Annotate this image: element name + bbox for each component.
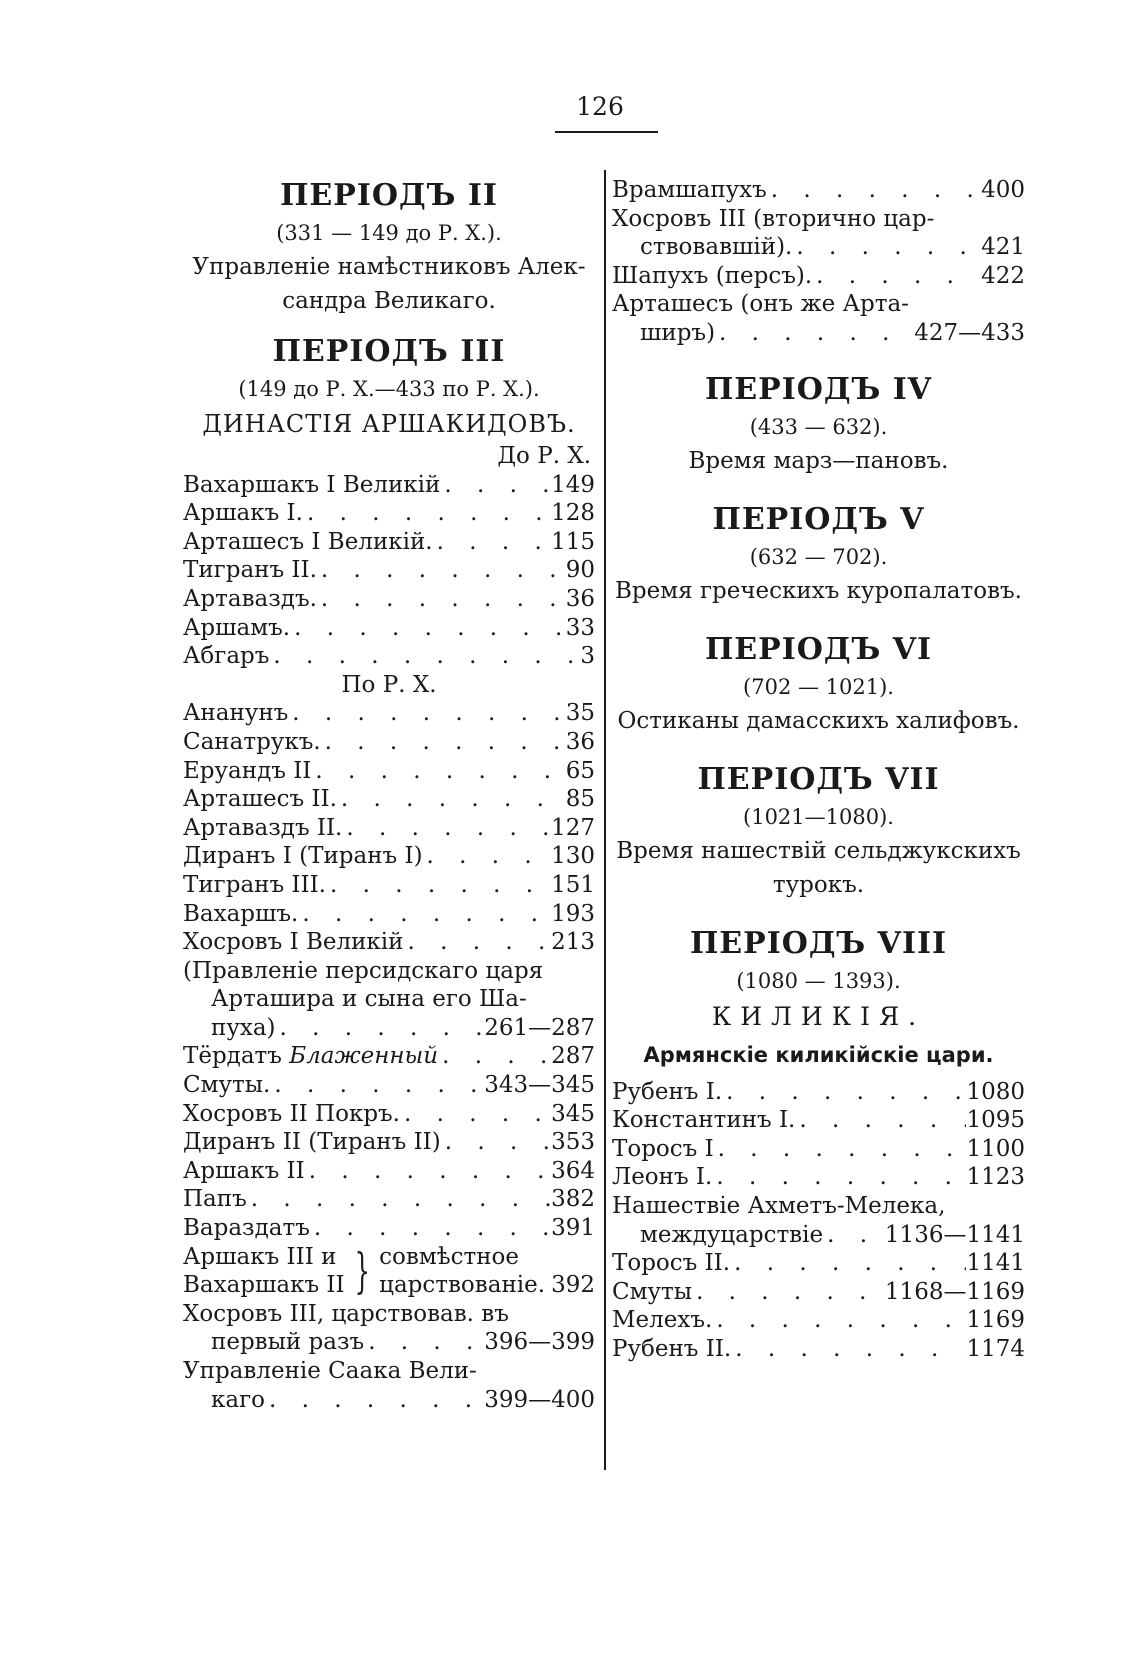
period-5-desc: Время греческихъ куропалатовъ. bbox=[615, 577, 1022, 604]
leader-dots bbox=[423, 842, 552, 871]
ad-rulers-list bbox=[183, 699, 595, 956]
leader-dots bbox=[247, 1185, 551, 1214]
row-value: 1095 bbox=[966, 1107, 1025, 1134]
row-name: первый разъ bbox=[211, 1329, 365, 1356]
leader-dots bbox=[305, 1157, 551, 1186]
list-item bbox=[183, 699, 595, 728]
row-value: 1080 bbox=[966, 1078, 1025, 1105]
row-value: 261—287 bbox=[484, 1014, 595, 1041]
list-item bbox=[183, 1128, 595, 1157]
leader-dots bbox=[265, 1386, 484, 1415]
dynasty-heading: ДИНАСТІЯ АРШАКИДОВЪ. bbox=[202, 410, 576, 438]
row-name: Еруандъ II bbox=[183, 757, 312, 784]
cilicia-heading: КИЛИКІЯ. bbox=[711, 1001, 926, 1031]
list-item bbox=[183, 900, 595, 929]
row-value: 1169 bbox=[966, 1307, 1025, 1334]
artashes-line-2 bbox=[612, 319, 1025, 348]
joint-text-1: совмѣстное bbox=[379, 1243, 519, 1270]
row-value: 130 bbox=[551, 843, 595, 870]
row-value: 345 bbox=[551, 1100, 595, 1127]
leader-dots bbox=[731, 1335, 966, 1364]
pravlenie-line-3 bbox=[183, 1014, 595, 1043]
right-top-list bbox=[612, 176, 1025, 205]
period-4-dates: (433 — 632). bbox=[749, 414, 888, 439]
row-value: 400 bbox=[981, 177, 1025, 203]
pravlenie-line-1: (Правленіе персидскаго царя bbox=[183, 957, 544, 984]
leader-dots bbox=[712, 1306, 966, 1335]
row-name: Константинъ I. bbox=[612, 1107, 796, 1134]
row-value: 85 bbox=[565, 786, 595, 813]
row-value: 391 bbox=[551, 1215, 595, 1242]
list-item bbox=[183, 1214, 595, 1243]
row-name: Артаваздъ. bbox=[183, 585, 317, 612]
leader-dots bbox=[440, 471, 551, 500]
list-item bbox=[183, 928, 595, 957]
list-item bbox=[612, 1278, 1025, 1307]
row-value: 364 bbox=[551, 1157, 595, 1184]
leader-dots bbox=[795, 1106, 966, 1135]
row-name: Диранъ II (Тиранъ II) bbox=[183, 1129, 441, 1156]
row-value: 392 bbox=[551, 1272, 595, 1299]
list-item bbox=[612, 1135, 1025, 1164]
leader-dots bbox=[730, 1249, 966, 1278]
period-5-dates: (632 — 702). bbox=[749, 544, 888, 569]
bc-label: До Р. Х. bbox=[497, 443, 591, 469]
row-value: 422 bbox=[981, 262, 1025, 289]
row-name: Шапухъ (персъ). bbox=[612, 262, 813, 289]
row-name: Тёрдатъ Блаженный bbox=[183, 1043, 439, 1070]
joint-name-2: Вахаршакъ II bbox=[183, 1272, 345, 1299]
list-item bbox=[183, 757, 595, 786]
list-item bbox=[183, 1185, 595, 1214]
row-value: 1174 bbox=[966, 1335, 1025, 1362]
rulers-list-2 bbox=[183, 1071, 595, 1243]
row-name: каго bbox=[211, 1386, 265, 1413]
list-item bbox=[183, 814, 595, 843]
row-value: 35 bbox=[565, 700, 595, 727]
list-item bbox=[183, 728, 595, 757]
row-name: Мелехъ. bbox=[612, 1307, 713, 1334]
cilician-kings-list-a bbox=[612, 1078, 1025, 1192]
row-name: Аршамъ. bbox=[183, 614, 291, 641]
row-value: 396—399 bbox=[484, 1329, 595, 1356]
leader-dots bbox=[298, 900, 551, 929]
period-5-title: ПЕРІОДЪ V bbox=[712, 501, 925, 537]
row-name: Аршакъ I. bbox=[183, 500, 303, 527]
list-item bbox=[183, 1071, 595, 1100]
row-name: ствовавшій). bbox=[640, 234, 793, 261]
column-divider bbox=[604, 170, 606, 1470]
list-item bbox=[183, 642, 595, 671]
row-name: Артаваздъ II. bbox=[183, 814, 343, 841]
row-value: 115 bbox=[551, 528, 595, 555]
row-value: 287 bbox=[551, 1043, 595, 1070]
leader-dots bbox=[311, 757, 565, 786]
period-7-title: ПЕРІОДЪ VII bbox=[697, 761, 940, 797]
leader-dots bbox=[270, 1071, 484, 1100]
list-item bbox=[183, 785, 595, 814]
row-name: Рубенъ II. bbox=[612, 1335, 732, 1362]
list-item bbox=[612, 1078, 1025, 1107]
row-name: Смуты bbox=[612, 1278, 693, 1305]
cilician-kings-list-b bbox=[612, 1249, 1025, 1363]
leader-dots bbox=[288, 699, 565, 728]
leader-dots bbox=[441, 1128, 551, 1157]
period-2-dates: (331 — 149 до Р. Х.). bbox=[276, 221, 502, 245]
list-item bbox=[183, 471, 595, 500]
leader-dots bbox=[317, 556, 566, 585]
leader-dots bbox=[714, 1135, 967, 1164]
leader-dots bbox=[276, 1014, 485, 1043]
row-value: 399—400 bbox=[484, 1386, 595, 1413]
period-2-desc-line-2: сандра Великаго. bbox=[282, 288, 496, 314]
row-value: 427—433 bbox=[914, 319, 1025, 346]
list-item bbox=[612, 1163, 1025, 1192]
page-number: 126 bbox=[576, 92, 624, 121]
leader-dots bbox=[438, 1042, 551, 1071]
list-item bbox=[612, 1249, 1025, 1278]
row-value: 1123 bbox=[966, 1164, 1025, 1191]
row-name: Папъ bbox=[183, 1186, 247, 1213]
row-name: Рубенъ I. bbox=[612, 1078, 723, 1105]
leader-dots bbox=[403, 928, 551, 957]
row-value: 1168—1169 bbox=[884, 1278, 1025, 1305]
leader-dots bbox=[823, 1221, 885, 1250]
row-value: 343—345 bbox=[484, 1072, 595, 1099]
cilician-kings-heading: Армянскіе киликійскіе цари. bbox=[643, 1042, 994, 1067]
leader-dots bbox=[317, 585, 566, 614]
khosrov-3b-line-2 bbox=[612, 233, 1025, 262]
tirdat-row bbox=[183, 1042, 595, 1071]
leader-dots bbox=[337, 785, 566, 814]
row-name: Арташесъ II. bbox=[183, 786, 337, 813]
tirdat-epithet: Блаженный bbox=[289, 1043, 439, 1070]
period-7-desc-line-2: турокъ. bbox=[772, 871, 865, 898]
leader-dots bbox=[767, 176, 981, 205]
leader-dots bbox=[792, 233, 981, 262]
pravlenie-line-2: Арташира и сына его Ша- bbox=[211, 986, 527, 1013]
period-8-dates: (1080 — 1393). bbox=[736, 968, 901, 993]
shapukh-row bbox=[612, 262, 1025, 291]
period-6-desc: Остиканы дамасскихъ халифовъ. bbox=[617, 707, 1020, 734]
invasion-line-2 bbox=[612, 1221, 1025, 1250]
row-value: 3 bbox=[580, 643, 595, 670]
row-value: 353 bbox=[551, 1129, 595, 1156]
row-name: Смуты. bbox=[183, 1072, 271, 1099]
row-value: 213 bbox=[551, 929, 595, 956]
left-column bbox=[183, 176, 595, 1414]
row-name: пуха) bbox=[211, 1014, 276, 1041]
row-value: 382 bbox=[551, 1186, 595, 1213]
row-value: 36 bbox=[565, 585, 595, 612]
row-name: Вахаршакъ I Великій bbox=[183, 471, 441, 498]
row-value: 1141 bbox=[966, 1250, 1025, 1277]
brace-icon: } bbox=[354, 1243, 370, 1300]
period-4-title: ПЕРІОДЪ IV bbox=[704, 371, 933, 407]
period-7-dates: (1021—1080). bbox=[743, 804, 894, 829]
leader-dots bbox=[326, 871, 551, 900]
row-name: Леонъ I. bbox=[612, 1164, 713, 1191]
row-name: Диранъ I (Тиранъ I) bbox=[183, 843, 423, 870]
row-value: 128 bbox=[551, 500, 595, 527]
leader-dots bbox=[310, 1214, 551, 1243]
leader-dots bbox=[812, 262, 981, 291]
row-name: междуцарствіе bbox=[640, 1221, 824, 1248]
list-item bbox=[183, 528, 595, 557]
row-name: Аршакъ II bbox=[183, 1157, 305, 1184]
period-4-desc: Время марз—пановъ. bbox=[688, 447, 949, 474]
list-item bbox=[612, 1335, 1025, 1364]
row-name: Торосъ II. bbox=[612, 1250, 731, 1277]
row-name: Ананунъ bbox=[183, 700, 289, 727]
khosrov-3-line-1: Хосровъ III, царствовав. въ bbox=[183, 1300, 509, 1327]
row-value: 421 bbox=[981, 234, 1025, 261]
joint-reign-row bbox=[183, 1243, 595, 1300]
row-value: 149 bbox=[551, 471, 595, 498]
period-6-title: ПЕРІОДЪ VI bbox=[704, 631, 933, 667]
leader-dots bbox=[715, 319, 914, 348]
list-item bbox=[183, 1100, 595, 1129]
khosrov-3b-line-1: Хосровъ III (вторично цар- bbox=[612, 205, 935, 232]
joint-text-2: царствованіе. bbox=[379, 1272, 546, 1299]
row-name: Торосъ I bbox=[612, 1135, 714, 1162]
leader-dots bbox=[321, 728, 566, 757]
list-item bbox=[183, 614, 595, 643]
leader-dots bbox=[692, 1278, 885, 1307]
row-value: 193 bbox=[551, 900, 595, 927]
row-value: 65 bbox=[565, 757, 595, 784]
row-value: 90 bbox=[565, 557, 595, 584]
sahak-line-1: Управленіе Саака Вели- bbox=[183, 1358, 477, 1384]
period-3-dates: (149 до Р. Х.—433 по Р. Х.). bbox=[238, 377, 540, 401]
row-name: Хосровъ II Покръ. bbox=[183, 1100, 400, 1127]
list-item bbox=[612, 1306, 1025, 1335]
period-7-desc-line-1: Время нашествій сельджукскихъ bbox=[616, 837, 1021, 864]
ad-label: По Р. Х. bbox=[341, 671, 437, 698]
list-item bbox=[612, 1106, 1025, 1135]
leader-dots bbox=[433, 528, 551, 557]
row-value: 1136—1141 bbox=[884, 1221, 1025, 1248]
leader-dots bbox=[290, 614, 566, 643]
row-name: Абгаръ bbox=[183, 643, 270, 670]
leader-dots bbox=[712, 1163, 966, 1192]
sahak-line-2 bbox=[183, 1386, 595, 1415]
leader-dots bbox=[303, 499, 551, 528]
joint-name-1: Аршакъ III и bbox=[183, 1243, 337, 1270]
period-2-title: ПЕРІОДЪ II bbox=[280, 178, 498, 213]
row-value: 33 bbox=[565, 614, 595, 641]
period-8-title: ПЕРІОДЪ VIII bbox=[689, 925, 948, 961]
row-name: Вараздатъ bbox=[183, 1215, 310, 1242]
list-item bbox=[183, 585, 595, 614]
row-name: Хосровъ I Великій bbox=[183, 929, 404, 956]
row-value: 151 bbox=[551, 871, 595, 898]
leader-dots bbox=[364, 1328, 484, 1357]
bc-rulers-list bbox=[183, 471, 595, 671]
row-name: ширъ) bbox=[640, 319, 716, 346]
leader-dots bbox=[722, 1078, 966, 1107]
period-6-dates: (702 — 1021). bbox=[743, 674, 894, 699]
leader-dots bbox=[269, 642, 580, 671]
right-column bbox=[612, 176, 1025, 1364]
row-value: 36 bbox=[565, 728, 595, 755]
list-item bbox=[183, 499, 595, 528]
row-name: Санатрукъ. bbox=[183, 728, 321, 755]
list-item bbox=[612, 176, 1025, 205]
row-value: 127 bbox=[551, 814, 595, 841]
khosrov-3-line-2 bbox=[183, 1328, 595, 1357]
row-name: Вахаршъ. bbox=[183, 900, 299, 927]
header-rule bbox=[555, 131, 658, 133]
row-name: Тигранъ II. bbox=[183, 557, 317, 584]
list-item bbox=[183, 842, 595, 871]
row-name: Арташесъ I Великій. bbox=[183, 528, 433, 555]
leader-dots bbox=[400, 1100, 551, 1129]
invasion-line-1: Нашествіе Ахметъ-Мелека, bbox=[612, 1192, 946, 1219]
list-item bbox=[183, 556, 595, 585]
row-value: 1100 bbox=[966, 1135, 1025, 1162]
period-2-desc-line-1: Управленіе намѣстниковъ Алек- bbox=[192, 254, 586, 280]
row-name: Врамшапухъ bbox=[612, 177, 767, 203]
artashes-line-1: Арташесъ (онъ же Арта- bbox=[612, 291, 909, 318]
period-3-title: ПЕРІОДЪ III bbox=[272, 334, 506, 369]
list-item bbox=[183, 1157, 595, 1186]
list-item bbox=[183, 871, 595, 900]
leader-dots bbox=[342, 814, 551, 843]
row-name: Тигранъ III. bbox=[183, 871, 326, 898]
